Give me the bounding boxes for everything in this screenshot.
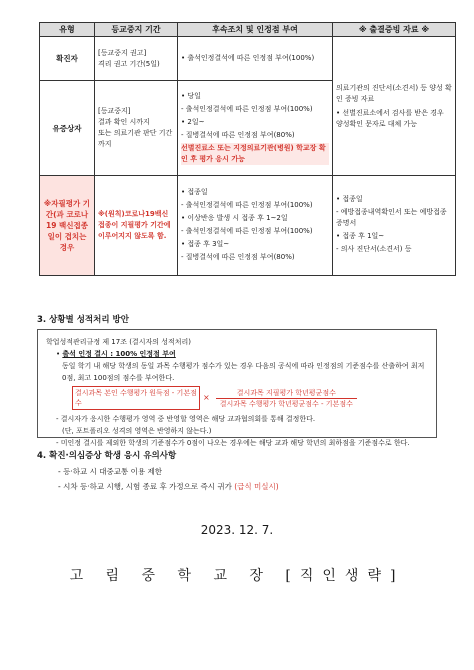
formula-left: 결시과목 본인 수행평가 원득점 - 기본점수	[72, 386, 200, 410]
followup-line: - 질병결석에 따른 인정점 부여(80%)	[181, 252, 295, 261]
row-type: ※자필평가 기간(과 코로나19 백신접종일이 겹치는 경우	[40, 176, 95, 276]
period-line: 또는 의료기관 판단 기간까지	[98, 129, 173, 148]
section3-heading: 3. 상황별 성적처리 방안	[37, 315, 129, 325]
row-period: ※(원칙)코로나19백신 접종이 지필평가 기간에 이루어지지 않도록 함.	[95, 176, 178, 276]
followup-line: - 출석인정결석에 따른 인정점 부여(100%)	[181, 226, 313, 235]
followup-line: • 2일~	[181, 118, 205, 126]
period-line: 격리 권고 기간(5일)	[98, 59, 160, 68]
rule-title: 학업성적관리규정 제 17조 (결시자의 성적처리)	[46, 338, 191, 346]
rule-item: • 출석 인정 결시 : 100% 인정점 부여	[56, 350, 176, 358]
table-header-row	[40, 23, 456, 37]
followup-line: - 질병결석에 따른 인정점 부여(80%)	[181, 131, 295, 139]
row-proof	[333, 37, 456, 176]
followup-line: • 출석인정결석에 따른 인정점 부여(100%)	[181, 54, 315, 62]
row-type: 확진자	[40, 37, 95, 81]
followup-warning: 선별진료소 또는 지정의료기관(병원) 학교장 확인 후 평가 응시 가능	[181, 143, 329, 165]
section4-line: - 등·하교 시 대중교통 이용 제한	[58, 467, 162, 476]
followup-line: • 이상반응 발생 시 접종 후 1~2일	[181, 213, 288, 222]
rule-note: (단, 포트폴리오 성격의 영역은 반영하지 않는다.)	[62, 427, 212, 435]
row-type: 유증상자	[40, 81, 95, 176]
proof-line: - 예방접종내역확인서 또는 예방접종증명서	[336, 208, 447, 227]
section4-heading: 4. 확진·의심증상 학생 응시 유의사항	[37, 451, 177, 461]
table-row	[40, 37, 456, 81]
followup-line: - 출석인정결석에 따른 인정점 부여(100%)	[181, 200, 313, 209]
followup-line: - 출석인정결석에 따른 인정점 부여(100%)	[181, 105, 313, 113]
followup-line: • 접종 후 3일~	[181, 239, 230, 248]
period-line: [등교중지]	[98, 107, 131, 115]
section4-line: - 시차 등·하교 시행, 시험 종료 후 가정으로 즉시 귀가 (급식 미실시)	[58, 482, 279, 491]
formula-multiply: ×	[203, 393, 210, 402]
rule-description: 동일 학기 내 해당 학생의 동일 과목 수행평가 점수가 있는 경우 다음의 공식에 따라 인정점의 기준점수를 산출하여 최저 0점, 최고 100점의 점수를 부여한다.	[62, 362, 425, 382]
proof-line: • 접종일	[336, 195, 363, 203]
formula-numerator: 결시과목 지필평가 학년평균점수	[216, 388, 357, 399]
document-date: 2023. 12. 7.	[200, 523, 274, 537]
grading-rule-box	[37, 329, 437, 447]
proof-line: - 의사 진단서(소견서) 등	[336, 245, 412, 253]
followup-line: • 당일	[181, 92, 201, 100]
header-proof: ※ 출결증빙 자료 ※	[333, 23, 456, 37]
period-line: [등교중지 권고]	[98, 48, 147, 57]
header-period: 등교중지 기간	[95, 23, 178, 37]
attendance-table	[39, 22, 456, 276]
row-proof	[333, 176, 456, 276]
proof-line: 의료기관의 진단서(소견서) 등 양성 확인 증빙 자료	[336, 83, 452, 103]
principal-signature: 고 림 중 학 교 장 [직인생략]	[69, 568, 405, 584]
proof-line: • 선별진료소에서 검사를 받은 경우 양성확인 문자로 대체 가능	[336, 108, 444, 128]
period-line: 결과 확인 시까지	[98, 118, 150, 126]
header-followup: 후속조치 및 인정점 부여	[178, 23, 333, 37]
row-followup	[178, 176, 333, 276]
row-followup	[178, 81, 333, 176]
formula-denominator: 결시과목 수행평가 학년평균점수 - 기본점수	[219, 399, 353, 408]
row-period	[95, 37, 178, 81]
table-row	[40, 176, 456, 276]
rule-note: - 결시자가 응시한 수행평가 영역 중 반영할 영역은 해당 교과협의회를 통해 결정한다.	[56, 415, 316, 423]
proof-line: • 접종 후 1일~	[336, 232, 385, 240]
rule-note: - 미인정 결시를 제외한 학생의 기준점수가 0점이 나오는 경우에는 해당 교과 해당 학년의 최하점을 기준점수로 한다.	[56, 439, 410, 447]
formula-fraction	[216, 388, 357, 409]
header-type: 유형	[40, 23, 95, 37]
followup-line: • 접종일	[181, 187, 208, 196]
score-formula	[72, 386, 428, 410]
row-followup	[178, 37, 333, 81]
row-period	[95, 81, 178, 176]
